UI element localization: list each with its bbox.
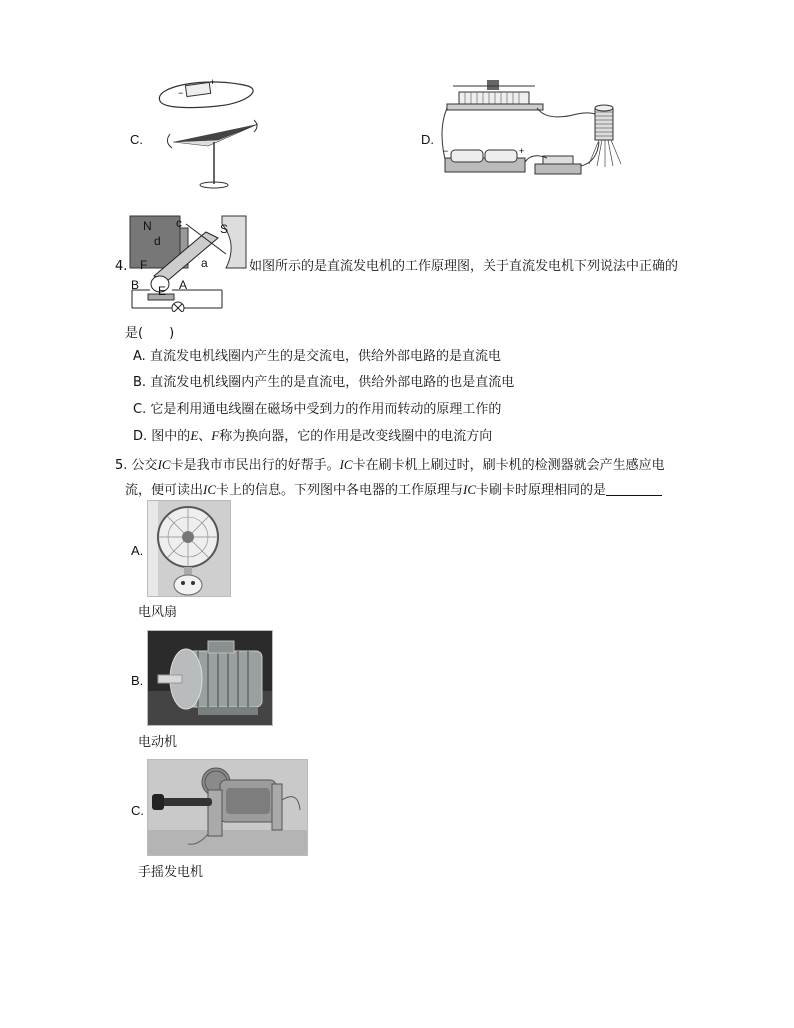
q4-option-c[interactable] [133,401,501,419]
q5-option-b-caption: 电动机 [138,735,178,750]
motor-photo[interactable] [147,630,273,726]
option-label: A. [133,349,146,364]
q5-option-c-label: C. [131,803,144,818]
svg-text:+: + [210,77,216,87]
option-var-f: F [211,428,220,443]
q4-option-d[interactable] [133,427,492,446]
ic-term: IC [463,482,477,497]
fig-label-a: a [201,256,208,270]
ic-term: IC [157,457,171,472]
q4-option-b[interactable] [133,374,514,392]
ic-term: IC [339,457,353,472]
q4-generator-figure [126,214,248,312]
fig-label-b: B [131,278,140,292]
q5-stem-line1 [115,456,665,475]
option-text-before: 图中的 [151,429,191,444]
q5-option-a-caption: 电风扇 [138,605,178,620]
q5-stem-line2 [125,481,662,500]
q5-option-b-label: B. [131,673,144,688]
option-label: C. [133,402,147,417]
q4-option-a[interactable] [133,348,501,366]
fig-label-s: S [220,222,229,236]
fan-photo[interactable] [147,500,231,597]
q3-option-d-label: D. [421,132,434,147]
option-var-e: E [190,428,199,443]
q5-option-c-caption: 手摇发电机 [138,865,204,880]
ic-term: IC [203,482,217,497]
answer-blank[interactable] [606,481,662,496]
text-run: 卡是我市市民出行的好帮手。 [170,458,340,473]
svg-text:−: − [178,88,184,98]
q4-number: 4. [115,259,128,274]
option-text-after: 称为换向器，它的作用是改变线圈中的电流方向 [219,429,493,444]
text-run: 流，便可读出 [125,483,204,498]
text-run: 卡上的信息。下列图中各电器的工作原理与 [216,483,464,498]
svg-text:+: + [519,146,525,156]
q4-stem-line1: 如图所示的是直流发电机的工作原理图，关于直流发电机下列说法中正确的 [249,259,679,274]
q3-option-c-label: C. [130,132,143,147]
q5-number: 5. [115,458,128,473]
q4-stem-line2: 是( ) [125,326,175,341]
q3-option-c-figure [148,76,268,194]
text-run: 卡在刷卡机上刷过时，刷卡机的检测器就会产生感应电 [352,458,665,473]
option-text: 直流发电机线圈内产生的是直流电，供给外部电路的也是直流电 [150,375,515,390]
text-run: 公交 [131,458,158,473]
fig-label-n: N [143,219,152,233]
svg-text:−: − [443,146,449,156]
option-text: 直流发电机线圈内产生的是交流电，供给外部电路的是直流电 [149,349,501,364]
option-text: 它是利用通电线圈在磁场中受到力的作用而转动的原理工作的 [150,402,502,417]
option-sep: 、 [198,429,212,444]
q3-option-d-figure [437,72,637,182]
fig-label-e: E [158,284,167,298]
fig-label-c: c [176,216,182,230]
q5-option-a-label: A. [131,543,144,558]
hand-generator-photo[interactable] [147,759,308,856]
option-label: B. [133,375,147,390]
text-run: 卡刷卡时原理相同的是 [476,483,607,498]
fig-label-a-upper: A [179,278,188,292]
option-label: D. [133,429,148,444]
fig-label-d: d [154,234,161,248]
fig-label-f: F [140,258,148,272]
